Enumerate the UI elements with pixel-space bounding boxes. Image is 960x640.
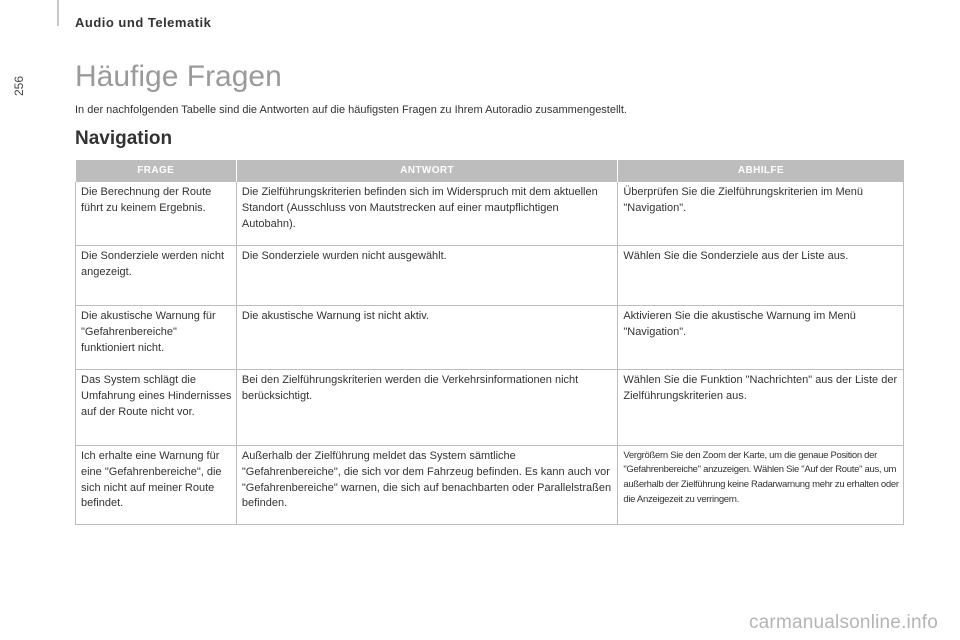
section-title: Navigation [75, 128, 173, 149]
cell-antwort: Die Sonderziele wurden nicht ausgewählt. [236, 245, 617, 305]
watermark: carmanualsonline.info [748, 612, 938, 633]
header-abhilfe: ABHILFE [618, 160, 904, 182]
faq-table [75, 160, 904, 525]
page-number: 256 [12, 75, 26, 97]
header-frage: FRAGE [76, 160, 237, 182]
cell-abhilfe: Vergrößern Sie den Zoom der Karte, um die genaue Position der "Gefahrenbereiche" anzuzeigen. Wählen Sie "Auf der Route" aus, um außerhalb der Zielführung keine Radarwarnung mehr zu erhalten oder die Anzeigezeit zu verringern. [618, 445, 904, 525]
cell-antwort: Bei den Zielführungskriterien werden die Verkehrsinformationen nicht berücksichtigt. [236, 369, 617, 445]
section-label: Audio und Telematik [75, 15, 212, 30]
cell-antwort: Die Zielführungskriterien befinden sich im Widerspruch mit dem aktuellen Standort (Ausschluss von Mautstrecken auf einer mautpflichtigen Autobahn). [236, 182, 617, 245]
cell-abhilfe: Wählen Sie die Funktion "Nachrichten" aus der Liste der Zielführungskriterien aus. [618, 369, 904, 445]
intro-text: In der nachfolgenden Tabelle sind die Antworten auf die häufigsten Fragen zu Ihrem Autoradio zusammengestellt. [75, 104, 627, 116]
header-antwort: ANTWORT [236, 160, 617, 182]
cell-antwort: Die akustische Warnung ist nicht aktiv. [236, 305, 617, 369]
table-row [76, 245, 904, 305]
page-title: Häufige Fragen [75, 60, 282, 93]
cell-antwort: Außerhalb der Zielführung meldet das System sämtliche "Gefahrenbereiche", die sich vor dem Fahrzeug befinden. Es kann auch vor "Gefahrenbereiche" warnen, die sich auf benachbarten oder Parallelstraßen befinden. [236, 445, 617, 525]
cell-frage: Die Berechnung der Route führt zu keinem Ergebnis. [76, 182, 237, 245]
table-row [76, 305, 904, 369]
cell-abhilfe: Wählen Sie die Sonderziele aus der Liste aus. [618, 245, 904, 305]
cell-frage: Das System schlägt die Umfahrung eines Hindernisses auf der Route nicht vor. [76, 369, 237, 445]
cell-abhilfe: Überprüfen Sie die Zielführungskriterien im Menü "Navigation". [618, 182, 904, 245]
cell-frage: Ich erhalte eine Warnung für eine "Gefahrenbereiche", die sich nicht auf meiner Route befindet. [76, 445, 237, 525]
table-row [76, 445, 904, 525]
cell-abhilfe: Aktivieren Sie die akustische Warnung im Menü "Navigation". [618, 305, 904, 369]
table-row [76, 369, 904, 445]
cell-frage: Die Sonderziele werden nicht angezeigt. [76, 245, 237, 305]
table-header-row [76, 160, 904, 182]
table-row [76, 182, 904, 245]
header-rule [57, 0, 59, 26]
cell-frage: Die akustische Warnung für "Gefahrenbereiche" funktioniert nicht. [76, 305, 237, 369]
